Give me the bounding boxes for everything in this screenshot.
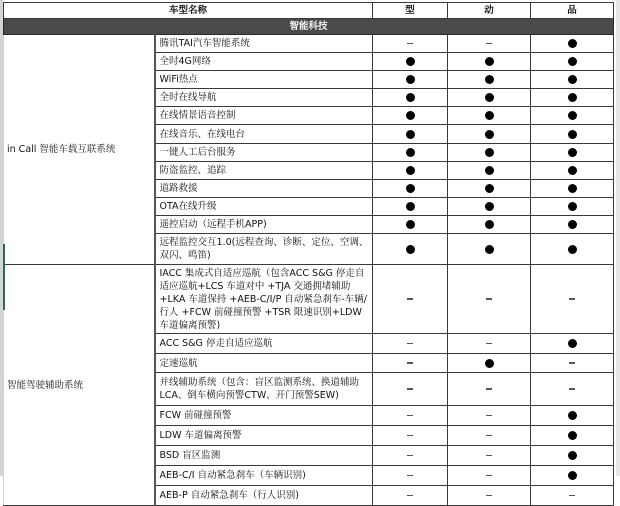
standard-dot-icon (406, 184, 415, 193)
value-cell (373, 334, 448, 354)
value-cell (373, 446, 448, 466)
value-cell (531, 406, 614, 426)
not-available-dash-icon (486, 43, 492, 45)
section-header-row (4, 19, 614, 35)
standard-dot-icon (406, 202, 415, 211)
value-cell (448, 198, 531, 216)
value-cell (531, 89, 614, 107)
standard-dot-icon (568, 202, 577, 211)
not-available-dash-icon (407, 495, 413, 497)
spec-table (3, 2, 614, 506)
not-available-dash-icon (486, 495, 492, 497)
not-available-dash-icon (569, 495, 575, 497)
feature-name: 腾讯TAI汽车智能系统 (155, 35, 373, 53)
value-cell (448, 265, 531, 334)
standard-dot-icon (568, 431, 577, 440)
value-cell (448, 71, 531, 89)
feature-name: FCW 前碰撞预警 (155, 406, 373, 426)
feature-name: 在线情景语音控制 (155, 107, 373, 125)
value-cell (448, 144, 531, 162)
value-cell (531, 216, 614, 234)
not-available-dash-icon (486, 455, 492, 457)
standard-dot-icon (568, 220, 577, 229)
not-available-dash-icon (407, 43, 413, 45)
standard-dot-icon (485, 130, 494, 139)
not-available-dash-icon (407, 435, 413, 437)
standard-dot-icon (568, 57, 577, 66)
standard-dot-icon (568, 451, 577, 460)
standard-dot-icon (568, 166, 577, 175)
value-cell (448, 53, 531, 71)
not-available-dash-icon (407, 455, 413, 457)
standard-dot-icon (568, 39, 577, 48)
value-cell (373, 373, 448, 406)
feature-name: 在线音乐、在线电台 (155, 125, 373, 144)
feature-name: ACC S&G 停走自适应巡航 (155, 334, 373, 354)
value-cell (448, 216, 531, 234)
standard-dot-icon (406, 111, 415, 120)
standard-dot-icon (406, 220, 415, 229)
standard-dot-icon (485, 184, 494, 193)
value-cell (531, 354, 614, 373)
value-cell (448, 234, 531, 265)
standard-dot-icon (485, 148, 494, 157)
standard-dot-icon (406, 57, 415, 66)
feature-name: IACC 集成式自适应巡航（包含ACC S&G 停走自适应巡航+LCS 车道对中 +TJA 交通拥堵辅助 +LKA 车道保持 +AEB-C/I/P 自动紧急刹车-车辆/行人 +FCW 前碰撞预警 +TSR 限速识别+LDW 车道偏离预警) (155, 265, 373, 334)
standard-dot-icon (485, 93, 494, 102)
model-name-header: 车型名称 (4, 3, 373, 19)
value-cell (373, 180, 448, 198)
value-cell (531, 265, 614, 334)
standard-dot-icon (568, 245, 577, 254)
not-available-dash-icon (407, 298, 413, 300)
value-cell (531, 144, 614, 162)
not-available-dash-icon (486, 388, 492, 390)
value-cell (448, 446, 531, 466)
value-cell (373, 89, 448, 107)
not-available-dash-icon (407, 343, 413, 345)
not-available-dash-icon (569, 298, 575, 300)
value-cell (448, 373, 531, 406)
not-available-dash-icon (486, 343, 492, 345)
value-cell (373, 107, 448, 125)
column-header-xing: 型 (373, 3, 448, 19)
column-header-dong: 动 (448, 3, 531, 19)
feature-name: 远程监控交互1.0(远程查询、诊断、定位、空调、双闪、鸣笛) (155, 234, 373, 265)
value-cell (373, 406, 448, 426)
column-header-pin: 品 (531, 3, 614, 19)
value-cell (531, 234, 614, 265)
standard-dot-icon (485, 166, 494, 175)
value-cell (373, 125, 448, 144)
value-cell (531, 162, 614, 180)
category-label: 智能驾驶辅助系统 (4, 265, 155, 506)
section-title: 智能科技 (4, 19, 614, 35)
value-cell (531, 446, 614, 466)
value-cell (373, 53, 448, 71)
value-cell (531, 71, 614, 89)
value-cell (531, 107, 614, 125)
value-cell (373, 426, 448, 446)
feature-name: 一键人工后台服务 (155, 144, 373, 162)
value-cell (531, 334, 614, 354)
standard-dot-icon (568, 184, 577, 193)
value-cell (448, 125, 531, 144)
standard-dot-icon (485, 220, 494, 229)
feature-name: 全时在线导航 (155, 89, 373, 107)
not-available-dash-icon (569, 388, 575, 390)
value-cell (531, 53, 614, 71)
standard-dot-icon (568, 75, 577, 84)
standard-dot-icon (485, 111, 494, 120)
category-label: in Call 智能车载互联系统 (4, 35, 155, 265)
value-cell (448, 35, 531, 53)
standard-dot-icon (406, 245, 415, 254)
feature-name: 并线辅助系统（包含：盲区监测系统、换道辅助LCA、倒车横向预警CTW、开门预警SEW) (155, 373, 373, 406)
value-cell (373, 216, 448, 234)
value-cell (531, 125, 614, 144)
value-cell (448, 107, 531, 125)
value-cell (531, 486, 614, 506)
standard-dot-icon (568, 411, 577, 420)
standard-dot-icon (485, 359, 494, 368)
value-cell (373, 234, 448, 265)
not-available-dash-icon (407, 362, 413, 364)
standard-dot-icon (406, 148, 415, 157)
standard-dot-icon (568, 93, 577, 102)
feature-name: 防盗监控、追踪 (155, 162, 373, 180)
not-available-dash-icon (486, 415, 492, 417)
right-page-edge (616, 0, 620, 476)
standard-dot-icon (485, 75, 494, 84)
table-header-row (4, 3, 614, 19)
value-cell (448, 426, 531, 446)
standard-dot-icon (406, 93, 415, 102)
standard-dot-icon (406, 75, 415, 84)
feature-name: 定速巡航 (155, 354, 373, 373)
feature-name: AEB-C/I 自动紧急刹车（车辆识别) (155, 466, 373, 486)
value-cell (373, 198, 448, 216)
value-cell (448, 89, 531, 107)
value-cell (373, 486, 448, 506)
value-cell (448, 334, 531, 354)
value-cell (531, 426, 614, 446)
standard-dot-icon (568, 130, 577, 139)
not-available-dash-icon (486, 435, 492, 437)
value-cell (373, 354, 448, 373)
standard-dot-icon (568, 339, 577, 348)
value-cell (373, 35, 448, 53)
value-cell (373, 265, 448, 334)
feature-name: 道路救援 (155, 180, 373, 198)
value-cell (531, 180, 614, 198)
not-available-dash-icon (569, 362, 575, 364)
not-available-dash-icon (486, 298, 492, 300)
standard-dot-icon (485, 202, 494, 211)
feature-name: 遥控启动（远程手机APP) (155, 216, 373, 234)
value-cell (448, 486, 531, 506)
feature-name: OTA在线升级 (155, 198, 373, 216)
value-cell (373, 162, 448, 180)
value-cell (531, 198, 614, 216)
value-cell (373, 71, 448, 89)
value-cell (448, 162, 531, 180)
not-available-dash-icon (407, 415, 413, 417)
value-cell (373, 144, 448, 162)
value-cell (448, 354, 531, 373)
feature-name: WiFi热点 (155, 71, 373, 89)
standard-dot-icon (568, 111, 577, 120)
standard-dot-icon (485, 245, 494, 254)
not-available-dash-icon (407, 388, 413, 390)
table-row (4, 265, 614, 334)
table-body (4, 35, 614, 506)
feature-name: AEB-P 自动紧急刹车（行人识别) (155, 486, 373, 506)
feature-name: 全时4G网络 (155, 53, 373, 71)
value-cell (531, 35, 614, 53)
standard-dot-icon (406, 166, 415, 175)
value-cell (448, 406, 531, 426)
feature-name: BSD 盲区监测 (155, 446, 373, 466)
value-cell (531, 373, 614, 406)
standard-dot-icon (485, 57, 494, 66)
standard-dot-icon (568, 148, 577, 157)
feature-name: LDW 车道偏离预警 (155, 426, 373, 446)
standard-dot-icon (406, 130, 415, 139)
table-row (4, 35, 614, 53)
value-cell (448, 180, 531, 198)
category-accent-bar (3, 244, 5, 310)
